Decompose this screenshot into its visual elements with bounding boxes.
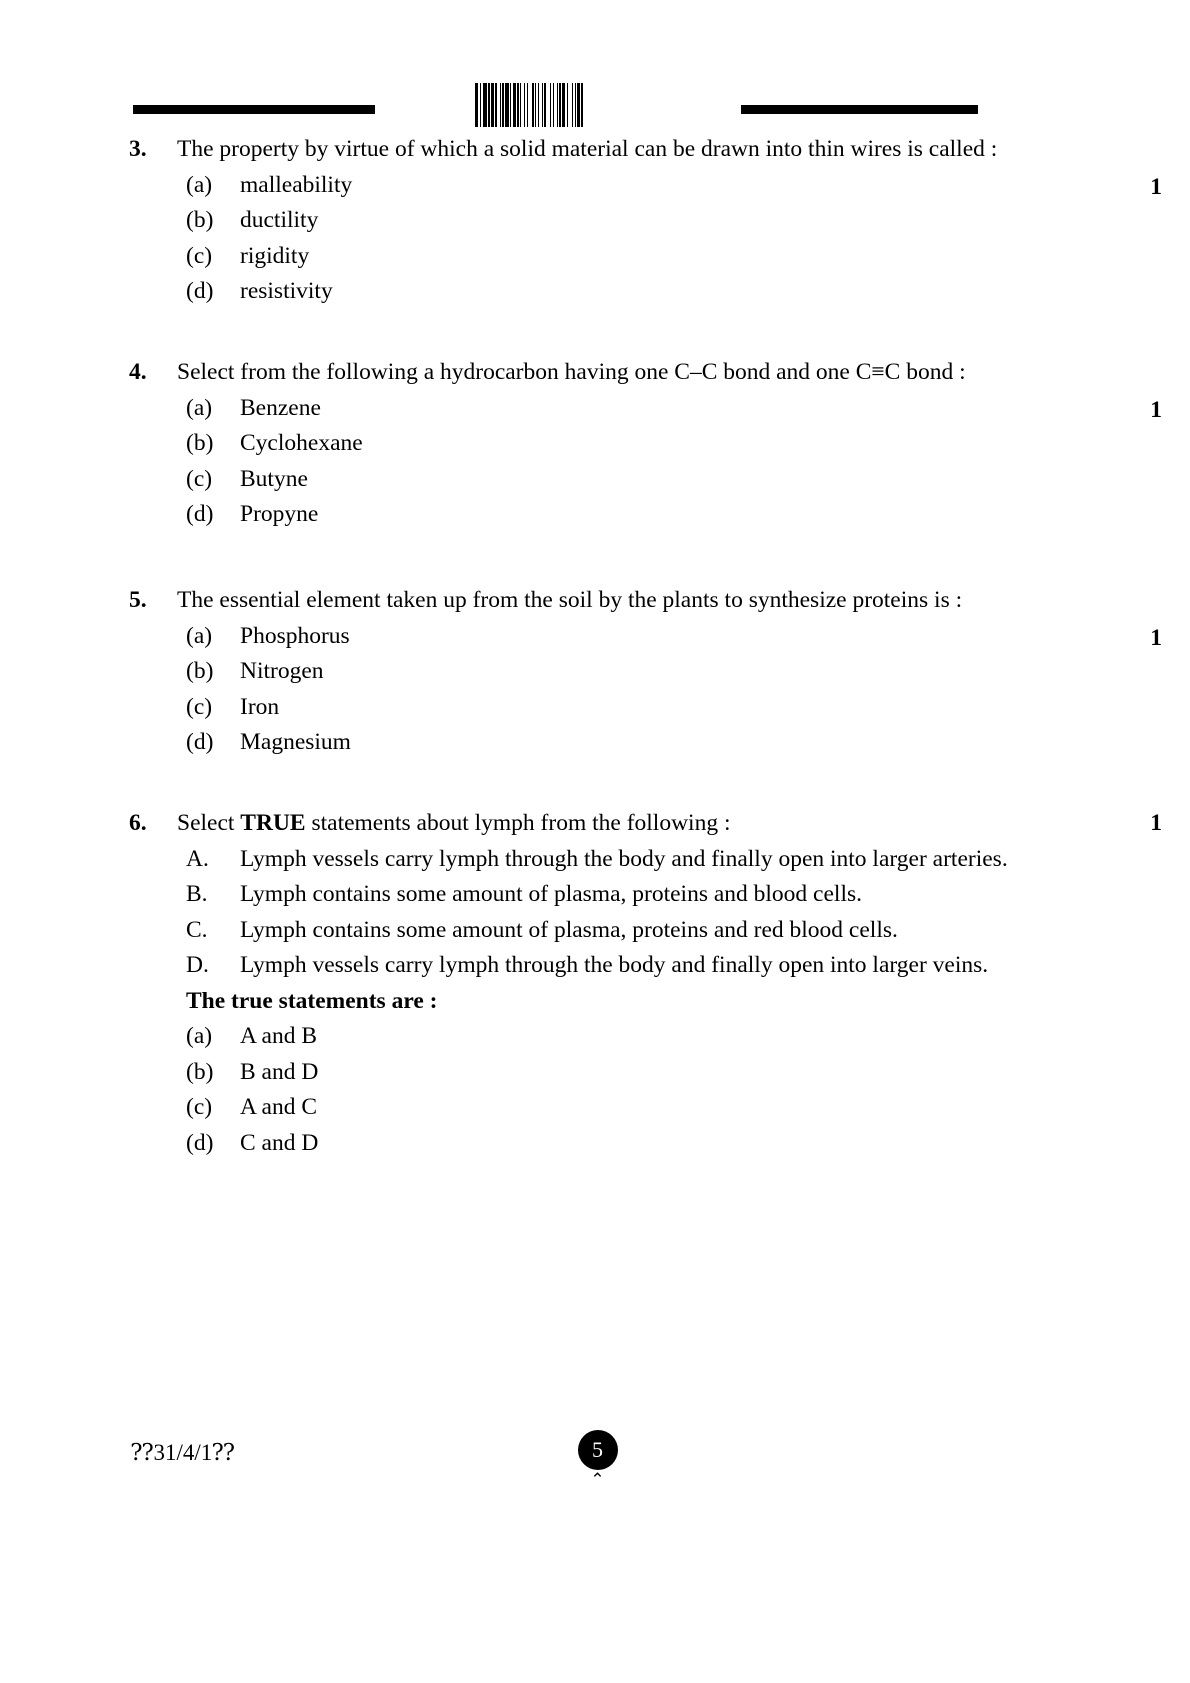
question-3-stem xyxy=(0,132,1190,168)
question-5-option-d[interactable] xyxy=(0,725,1190,761)
question-4-option-b[interactable] xyxy=(0,426,1190,462)
question-5-stem xyxy=(0,583,1190,619)
question-4-option-c[interactable] xyxy=(0,462,1190,498)
option-label: (c) xyxy=(186,1094,213,1120)
option-label: (c) xyxy=(186,693,213,720)
question-5-marks: 1 xyxy=(1150,625,1162,651)
question-5-option-c[interactable] xyxy=(0,690,1190,726)
question-3-option-a[interactable] xyxy=(0,168,1190,204)
statement-text: Lymph vessels carry lymph through the body and finally open into larger veins. xyxy=(240,952,989,978)
question-6-option-d[interactable] xyxy=(0,1126,1190,1162)
question-5-option-b[interactable] xyxy=(0,654,1190,690)
question-6-text-emphasis: TRUE xyxy=(240,810,306,836)
statement-text: Lymph contains some amount of plasma, proteins and blood cells. xyxy=(240,881,862,907)
question-4-option-a[interactable] xyxy=(0,391,1190,427)
question-4-marks: 1 xyxy=(1150,397,1162,423)
statement-label: C. xyxy=(186,916,208,943)
page-number-badge: 5 xyxy=(578,1430,618,1470)
question-6-statement-c xyxy=(0,913,1190,949)
question-6-statement-a xyxy=(0,842,1190,878)
option-label: (d) xyxy=(186,501,214,527)
question-6-text-suffix: statements about lymph from the following : xyxy=(305,810,731,836)
statement-text: Lymph vessels carry lymph through the body and finally open into larger arteries. xyxy=(240,845,1008,872)
question-6-number: 6. xyxy=(129,810,147,836)
question-3-option-c[interactable] xyxy=(0,239,1190,275)
option-label: (b) xyxy=(186,207,214,233)
question-4 xyxy=(0,355,1190,533)
option-label: (a) xyxy=(186,622,213,649)
question-4-option-d[interactable] xyxy=(0,497,1190,533)
page-number-group xyxy=(0,1430,1190,1487)
question-3 xyxy=(0,132,1190,310)
statement-label: A. xyxy=(186,845,209,872)
option-text: Cyclohexane xyxy=(240,430,363,456)
question-6-stem xyxy=(0,806,1190,842)
option-text: malleability xyxy=(240,171,353,198)
option-text: ductility xyxy=(240,207,319,233)
option-text: Nitrogen xyxy=(240,658,324,684)
question-4-number: 4. xyxy=(129,359,147,385)
question-3-option-b[interactable] xyxy=(0,203,1190,239)
option-text: B and D xyxy=(240,1058,319,1085)
question-6-option-a[interactable] xyxy=(0,1019,1190,1055)
question-4-stem xyxy=(0,355,1190,391)
option-label: (b) xyxy=(186,1058,214,1085)
statement-text: Lymph contains some amount of plasma, proteins and red blood cells. xyxy=(240,916,898,943)
question-6-subheading: The true statements are : xyxy=(186,987,438,1014)
page-header xyxy=(133,82,978,128)
caret-icon: ⌃ xyxy=(590,1470,605,1489)
option-label: (c) xyxy=(186,242,213,269)
option-label: (b) xyxy=(186,430,214,456)
option-label: (c) xyxy=(186,465,213,492)
statement-label: D. xyxy=(186,952,209,978)
option-text: resistivity xyxy=(240,278,333,304)
option-text: Benzene xyxy=(240,394,321,421)
option-text: Magnesium xyxy=(240,729,351,755)
question-3-option-d[interactable] xyxy=(0,274,1190,310)
question-6-statement-b xyxy=(0,877,1190,913)
statement-label: B. xyxy=(186,881,208,907)
question-6-text xyxy=(177,806,1190,842)
question-3-marks: 1 xyxy=(1150,174,1162,200)
question-6-option-b[interactable] xyxy=(0,1055,1190,1091)
question-6-statement-d xyxy=(0,948,1190,984)
header-rule-left xyxy=(133,105,375,114)
question-4-text: Select from the following a hydrocarbon having one C–C bond and one C≡C bond : xyxy=(177,359,966,385)
question-5-number: 5. xyxy=(129,587,147,613)
paper-code: ⁇31/4/1⁇ xyxy=(131,1440,235,1465)
option-label: (b) xyxy=(186,658,214,684)
option-text: rigidity xyxy=(240,242,310,269)
option-text: A and B xyxy=(240,1023,318,1049)
question-5 xyxy=(0,583,1190,761)
question-5-text: The essential element taken up from the soil by the plants to synthesize proteins is : xyxy=(177,587,963,613)
option-label: (d) xyxy=(186,729,214,755)
page-footer xyxy=(0,1430,1190,1520)
option-text: Phosphorus xyxy=(240,622,350,649)
option-text: Butyne xyxy=(240,465,308,492)
barcode xyxy=(475,83,641,127)
question-6-marks: 1 xyxy=(1150,810,1162,836)
question-5-option-a[interactable] xyxy=(0,619,1190,655)
option-label: (a) xyxy=(186,171,213,198)
question-6-option-c[interactable] xyxy=(0,1090,1190,1126)
header-rule-right xyxy=(741,105,978,114)
option-label: (a) xyxy=(186,394,213,421)
option-text: Iron xyxy=(240,693,280,720)
option-text: A and C xyxy=(240,1094,318,1120)
question-3-number: 3. xyxy=(129,136,147,162)
question-3-text: The property by virtue of which a solid material can be drawn into thin wires is called : xyxy=(177,136,998,162)
option-text: Propyne xyxy=(240,501,319,527)
option-text: C and D xyxy=(240,1129,319,1156)
option-label: (a) xyxy=(186,1023,213,1049)
question-6 xyxy=(0,806,1190,1161)
option-label: (d) xyxy=(186,1129,214,1156)
option-label: (d) xyxy=(186,278,214,304)
question-6-text-prefix: Select xyxy=(177,810,241,836)
